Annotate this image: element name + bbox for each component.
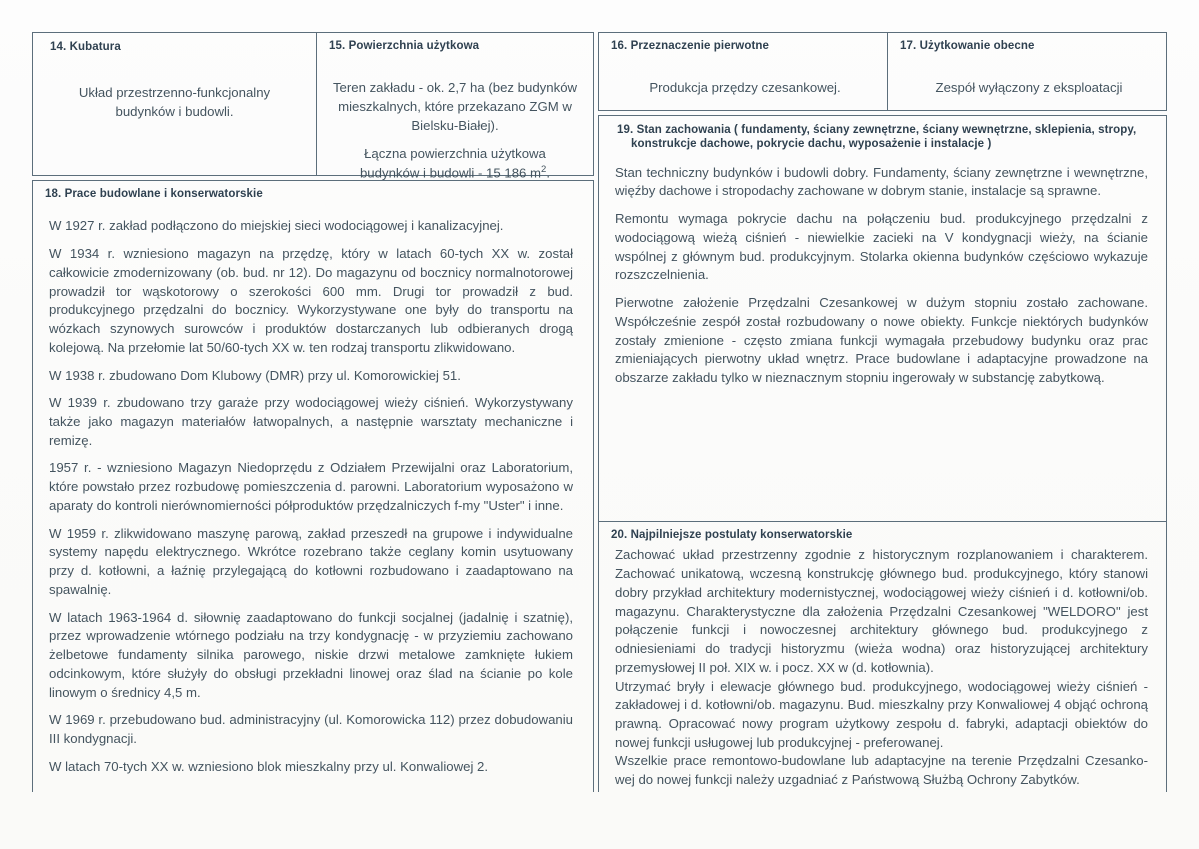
field-17-value [888, 53, 1166, 98]
field-15-paragraph-2-line-1: Łączna powierzchnia użytkowa [364, 145, 546, 161]
field-15-powierzchnia-uzytkowa [316, 32, 594, 181]
field-18-paragraph: W 1969 r. przebudowano bud. administracyjny (ul. Komorowicka 112) przez dobudowaniu III kondygnacji. [49, 712, 573, 746]
field-19-body [599, 152, 1166, 388]
field-16-header: 16. Przeznaczenie pierwotne [611, 40, 770, 52]
field-20-paragraph: Zachować układ przestrzenny zgodnie z historycznym rozplanowaniem i charakterem. Zachować unikatową, wczesną konstrukcję głównego bud. produkcyjnego, który stanowi dobry przykład architektury modernistycznej, wodociągowej wieży ciśnień i d. kotłowni/ob. magazynu. Charakterystyczne dla założenia Przędzalni Czesankowej "WELDORO" jest połączenie funkcji i nowoczesnej architektury głównego bud. produkcyjnego z odniesieniami do tradycji historyzmu (wieża wodna) oraz historyzującej architektury przemysłowej II poł. XIX w. i pocz. XX w (d. kotłownia). [615, 547, 1148, 675]
field-20-body [599, 542, 1166, 790]
field-20-paragraph: Wszelkie prace remontowo-budowlane lub adaptacyjne na terenie Przędzalni Czesanko-wej do nowej funkcji należy uzgadniać z Państwową Służbą Ochrony Zabytków. [615, 753, 1148, 788]
field-19-header [599, 116, 1166, 152]
field-15-area-superscript: 2 [541, 164, 547, 176]
field-18-paragraph: W 1927 r. zakład podłączono do miejskiej sieci wodociągowej i kanalizacyjnej. [49, 218, 504, 234]
field-14-line-2: budynków i budowli. [115, 104, 234, 120]
field-15-paragraph-1: Teren zakładu - ok. 2,7 ha (bez budynków mieszkalnych, które przekazano ZGM w Bielsku-Białej). [332, 80, 578, 133]
field-19-paragraph: Stan techniczny budynków i budowli dobry. Fundamenty, ściany zewnętrzne i wewnętrzne, więźby dachowe i stropodachy zachowane w dobrym stanie, instalacje są sprawne. [615, 164, 1148, 199]
field-14-line-1: Układ przestrzenno-funkcjonalny [78, 85, 271, 101]
field-14-kubatura [32, 32, 317, 176]
field-20-najpilniejsze-postulaty-konserwatorskie [598, 521, 1167, 792]
field-18-paragraph: 1957 r. - wzniesiono Magazyn Niedoprzędu z Odziałem Przewijalni oraz Laboratorium, które powstało przez rozbudowę pomieszczenia d. parowni. Laboratorium wyposażono w aparaty do kontroli nierównomierności półproduktów przędzalniczych f-my "Uster" i inne. [49, 460, 573, 513]
field-18-paragraph: W 1934 r. wzniesiono magazyn na przędzę, który w latach 60-tych XX w. został całkowicie zmodernizowany (ob. bud. nr 12). Do magazynu od bocznicy normalnotorowej prowadził tor wąskotorowy o szerokości 600 mm. Drugi tor prowadził z bud. produkcyjnego przędzalni do bocznicy. Wykorzystywane one były do transportu na wózkach szynowych surowców i produktów dostarczanych lub odbieranych drogą kolejową. Na przełomie lat 50/60-tych XX w. ten rodzaj transportu zlikwidowano. [49, 246, 573, 355]
field-15-area-text: budynków i budowli - 15 186 m [359, 165, 542, 181]
field-19-paragraph: Remontu wymaga pokrycie dachu na połączeniu bud. produkcyjnego przędzalni z wodociągową wieżą ciśnień - niewielkie zacieki na V kondygnacji wieży, na ścianie wspólnej z głównym bud. produkcyjnym. Stolarka okienna budynków częściowo wykazuje rozszczelnienia. [615, 211, 1148, 283]
field-17-header: 17. Użytkowanie obecne [900, 40, 1035, 52]
field-15-area-suffix: . [546, 165, 551, 181]
field-18-paragraph: W 1939 r. zbudowano trzy garaże przy wodociągowej wieży ciśnień. Wykorzystywany także jako magazyn materiałów łatwopalnych, a następnie warsztaty mechaniczne i remizę. [49, 395, 573, 448]
field-16-przeznaczenie-pierwotne [598, 32, 888, 111]
field-15-value [317, 53, 593, 183]
field-19-header-line-2: konstrukcje dachowe, pokrycie dachu, wyposażenie i instalacje ) [631, 138, 992, 151]
field-15-header: 15. Powierzchnia użytkowa [329, 40, 480, 52]
field-19-header-line-1: 19. Stan zachowania ( fundamenty, ściany zewnętrzne, ściany wewnętrzne, sklepienia, stropy, [617, 124, 1137, 136]
field-18-header: 18. Prace budowlane i konserwatorskie [45, 188, 263, 200]
field-18-paragraph: W 1959 r. zlikwidowano maszynę parową, zakład przeszedł na grupowe i indywidualne systemy napędu elektrycznego. Wkrótce rozebrano także ceglany komin usytuowany przy d. kotłowni, a łaźnię przylegającą do kotłowni rozbudowano i zaadaptowano na spawalnię. [49, 525, 573, 597]
field-18-paragraph: W latach 70-tych XX w. wzniesiono blok mieszkalny przy ul. Konwaliowej 2. [49, 758, 489, 774]
field-18-body [33, 201, 593, 776]
field-14-value [33, 54, 316, 121]
field-16-value [599, 53, 887, 98]
field-17-uzytkowanie-obecne [887, 32, 1167, 111]
field-16-text: Produkcja przędzy czesankowej. [649, 80, 841, 96]
field-18-paragraph: W 1938 r. zbudowano Dom Klubowy (DMR) przy ul. Komorowickiej 51. [49, 367, 461, 383]
field-18-paragraph: W latach 1963-1964 d. siłownię zaadaptowano do funkcji socjalnej (jadalnię i szatnię), przez wprowadzenie wtórnego podziału na trzy kondygnację - w przyziemiu zachowano żelbetowe fundamenty silnika parowego, niskie drzwi metalowe zamknięte łukiem odcinkowym, które służyły do obsługi przekładni linowej oraz ślad na ścianie po kole linowym o średnicy 4,5 m. [49, 609, 573, 700]
field-19-stan-zachowania [598, 115, 1167, 522]
field-20-paragraph: Utrzymać bryły i elewacje głównego bud. produkcyjnego, wodociągowej wieży ciśnień - zakładowej i d. kotłowni/ob. magazynu. Bud. mieszkalny przy Konwaliowej 4 objąć ochroną prawną. Opracować nowy program użytkowy zespołu d. fabryki, adaptacji obiektów do nowej funkcji usługowej lub produkcyjnej - preferowanej. [615, 678, 1148, 750]
field-19-paragraph: Pierwotne założenie Przędzalni Czesankowej w dużym stopniu zostało zachowane. Współcześnie zespół został rozbudowany o nowe obiekty. Funkcje niektórych budynków zostały zmienione - często zmiana funkcji wymagała przebudowy budynku oraz prac zmieniających pierwotny układ wnętrz. Prace budowlane i adaptacyjne prowadzone na obszarze zakładu tylko w nieznacznym stopniu ingerowały w substancję zabytkową. [615, 295, 1148, 386]
field-17-text: Zespół wyłączony z eksploatacji [935, 80, 1123, 96]
field-18-prace-budowlane-i-konserwatorskie [32, 180, 594, 792]
field-20-header: 20. Najpilniejsze postulaty konserwatorskie [611, 529, 853, 541]
field-14-header: 14. Kubatura [50, 41, 121, 53]
